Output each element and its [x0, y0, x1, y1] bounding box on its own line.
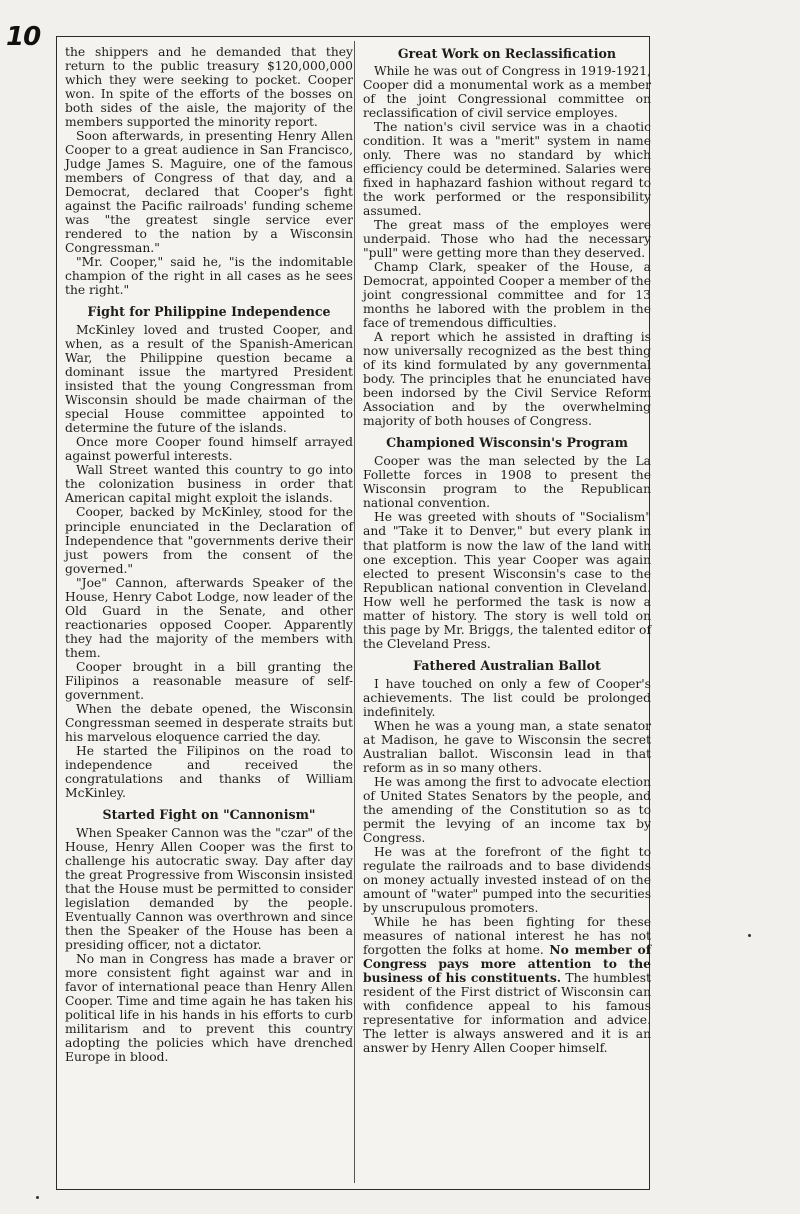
newspaper-clipping — [56, 36, 650, 1190]
section-heading: Started Fight on "Cannonism" — [102, 806, 316, 822]
article-paragraph: He was greeted with shouts of "Socialism" and "Take it to Denver," but every plank in that platform is now the law of the land with one exception. This year Cooper was again elected to present Wisconsin's case to the Republican national convention in Cleveland. How well he performed the task is now a matter of history. The story is well told on this page by Mr. Briggs, the talented editor of the Cleveland Press. — [363, 510, 651, 651]
right-column — [363, 45, 651, 1055]
article-paragraph: Wall Street wanted this country to go into the colonization business in order that American capital might exploit the islands. — [65, 463, 353, 506]
article-paragraph: Cooper was the man selected by the La Follette forces in 1908 to present the Wisconsin program to the Republican national convention. — [363, 454, 651, 511]
article-paragraph: the shippers and he demanded that they return to the public treasury $120,000,000 which they were seeking to pocket. Cooper won. In spite of the efforts of the bosses on both sides of the aisle, the majority of the members supported the minority report. — [65, 45, 353, 130]
section-heading: Great Work on Reclassification — [397, 46, 617, 61]
page-number: 10 — [6, 22, 41, 52]
article-paragraph: No man in Congress has made a braver or more consistent fight against war and in favor of international peace than Henry Allen Cooper. Time and time again he has taken his political life in his hands in his efforts to curb militarism and to prevent this country adopting the policies which have drenched Europe in blood. — [65, 951, 353, 1065]
article-paragraph: He started the Filipinos on the road to independence and received the congratulations and thanks of William McKinley. — [65, 743, 353, 800]
section-heading: Championed Wisconsin's Program — [386, 435, 628, 451]
article-paragraph: I have touched on only a few of Cooper's achievements. The list could be prolonged indefinitely. — [363, 676, 651, 719]
article-paragraph: While he was out of Congress in 1919-1921, Cooper did a monumental work as a member of the joint Congressional committee on reclassification of civil service employes. — [363, 64, 651, 121]
section-heading: Fathered Australian Ballot — [413, 657, 601, 673]
article-paragraph: Cooper, backed by McKinley, stood for the principle enunciated in the Declaration of Independence that "governments derive their just powers from the consent of the governed." — [65, 505, 353, 576]
article-paragraph: The nation's civil service was in a chaotic condition. It was a "merit" system in name only. There was no standard by which efficiency could be determined. Salaries were fixed in haphazard fashion without regard to the work performed or the responsibility assumed. — [363, 120, 651, 219]
article-paragraph: Soon afterwards, in presenting Henry Allen Cooper to a great audience in San Francisco, Judge James S. Maguire, one of the famous members of Congress of that day, and a Democrat, declared that Cooper's fight against the Pacific railroads' funding scheme was "the greatest single service ever rendered to the nation by a Wisconsin Congressman." — [65, 129, 353, 256]
article-paragraph: Once more Cooper found himself arrayed against powerful interests. — [65, 435, 353, 464]
scan-speck — [36, 1196, 39, 1199]
article-paragraph — [363, 915, 651, 1055]
article-paragraph: Champ Clark, speaker of the House, a Democrat, appointed Cooper a member of the joint congressional committee and for 13 months he labored with the problem in the face of tremendous difficulties. — [363, 260, 651, 331]
column-rule — [354, 41, 355, 1183]
article-paragraph: Cooper brought in a bill granting the Filipinos a reasonable measure of self-government. — [65, 659, 353, 702]
paragraph-text: The humblest resident of the First district of Wisconsin can with confidence appeal to his famous representative for information and advice. The letter is always answered and it is an answer by Henry Allen Cooper himself. — [363, 970, 651, 1056]
left-column — [65, 45, 353, 1064]
article-paragraph: When he was a young man, a state senator at Madison, he gave to Wisconsin the secret Australian ballot. Wisconsin lead in that reform as in so many others. — [363, 718, 651, 775]
bold-emphasis-text: No member of Congress pays more attention to the business of his constituents. — [363, 941, 651, 985]
scan-speck — [748, 934, 751, 937]
paragraph-text: While he has been fighting for these measures of national interest he has not forgotten the folks at home. — [363, 914, 651, 957]
article-paragraph: McKinley loved and trusted Cooper, and when, as a result of the Spanish-American War, the Philippine question became a dominant issue the martyred President insisted that the young Congressman from Wisconsin should be made chairman of the special House committee appointed to determine the future of the islands. — [65, 323, 353, 436]
article-paragraph: When the debate opened, the Wisconsin Congressman seemed in desperate straits but his marvelous eloquence carried the day. — [65, 701, 353, 744]
article-paragraph: The great mass of the employes were underpaid. Those who had the necessary "pull" were getting more than they deserved. — [363, 218, 651, 261]
article-paragraph: When Speaker Cannon was the "czar" of the House, Henry Allen Cooper was the first to challenge his autocratic sway. Day after day the great Progressive from Wisconsin insisted that the House must be permitted to consider legislation demanded by the people. Eventually Cannon was overthrown and since then the Speaker of the House has been a presiding officer, not a dictator. — [65, 825, 353, 952]
article-paragraph: "Mr. Cooper," said he, "is the indomitable champion of the right in all cases as he sees the right." — [65, 255, 353, 298]
article-paragraph: He was at the forefront of the fight to regulate the railroads and to base dividends on money actually invested instead of on the amount of "water" pumped into the securities by unscrupulous promoters. — [363, 844, 651, 915]
article-paragraph: "Joe" Cannon, afterwards Speaker of the House, Henry Cabot Lodge, now leader of the Old Guard in the Senate, and other reactionaries opposed Cooper. Apparently they had the majority of the members with them. — [65, 575, 353, 660]
article-paragraph: He was among the first to advocate election of United States Senators by the people, and the amending of the Constitution so as to permit the levying of an income tax by Congress. — [363, 774, 651, 845]
section-heading: Fight for Philippine Independence — [87, 304, 331, 320]
article-paragraph: A report which he assisted in drafting is now universally recognized as the best thing of its kind formulated by any governmental body. The principles that he enunciated have been indorsed by the Civil Service Reform Association and by the overwhelming majority of both houses of Congress. — [363, 330, 651, 429]
